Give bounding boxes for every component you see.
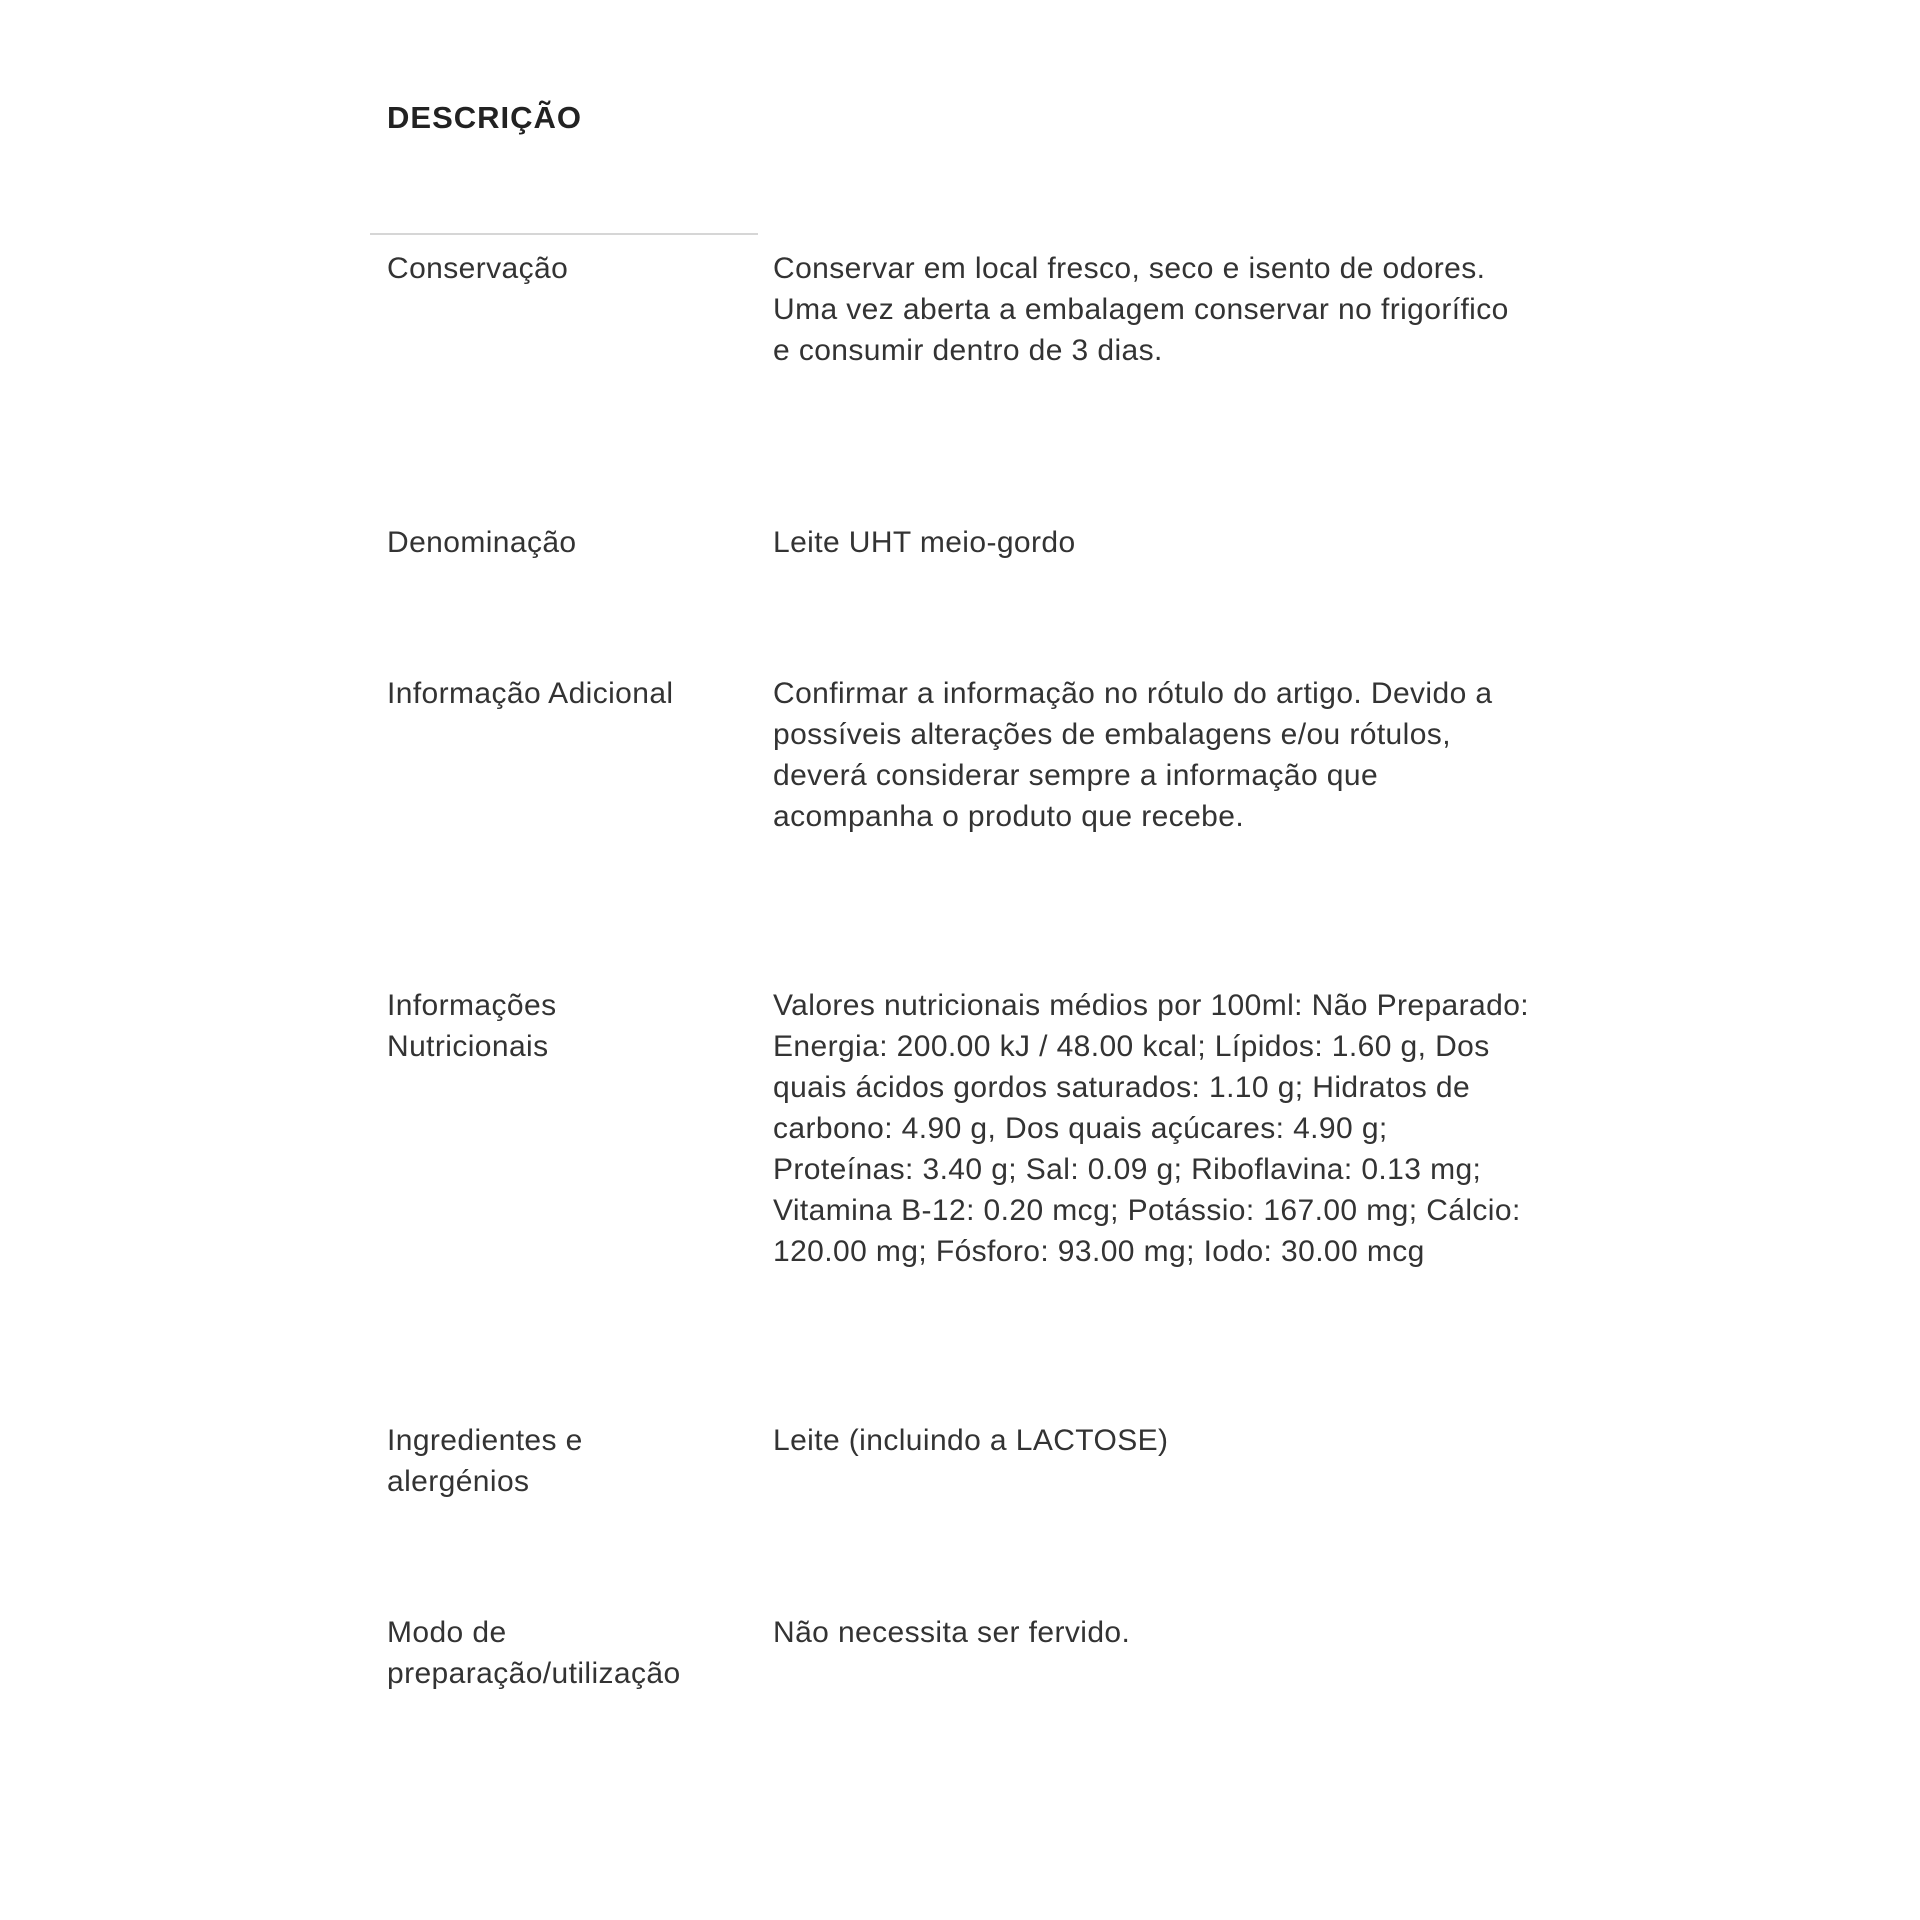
section-title: DESCRIÇÃO [387, 100, 583, 135]
row-value: Leite UHT meio-gordo [773, 526, 1076, 559]
row-value: Conservar em local fresco, seco e isento de odores. Uma vez aberta a embalagem conservar no frigorífico e consumir dentro de 3 dias. [773, 252, 1509, 367]
divider [370, 233, 758, 235]
row-label: Modo de preparação/utilização [387, 1616, 681, 1690]
row-label: Informação Adicional [387, 677, 674, 710]
row-ingredientes [387, 1420, 1537, 1502]
row-value: Valores nutricionais médios por 100ml: Não Preparado: Energia: 200.00 kJ / 48.00 kcal; Lípidos: 1.60 g, Dos quais ácidos gordos saturados: 1.10 g; Hidratos de carbono: 4.90 g, Dos quais açúcares: 4.90 g; Proteínas: 3.40 g; Sal: 0.09 g; Riboflavina: 0.13 mg; Vitamina B-12: 0.20 mcg; Potássio: 167.00 mg; Cálcio: 120.00 mg; Fósforo: 93.00 mg; Iodo: 30.00 mcg [773, 989, 1530, 1268]
row-label: Informações Nutricionais [387, 989, 557, 1063]
row-modo-preparacao [387, 1612, 1537, 1694]
row-conservacao [387, 248, 1537, 371]
row-value: Não necessita ser fervido. [773, 1616, 1131, 1649]
row-label: Denominação [387, 526, 577, 559]
row-value: Confirmar a informação no rótulo do artigo. Devido a possíveis alterações de embalagens e/ou rótulos, deverá considerar sempre a informação que acompanha o produto que recebe. [773, 677, 1493, 833]
row-label: Ingredientes e alergénios [387, 1424, 583, 1498]
row-label: Conservação [387, 252, 569, 285]
row-denominacao [387, 522, 1537, 563]
row-value: Leite (incluindo a LACTOSE) [773, 1424, 1169, 1457]
row-informacao-adicional [387, 673, 1537, 837]
row-informacoes-nutricionais [387, 985, 1537, 1272]
